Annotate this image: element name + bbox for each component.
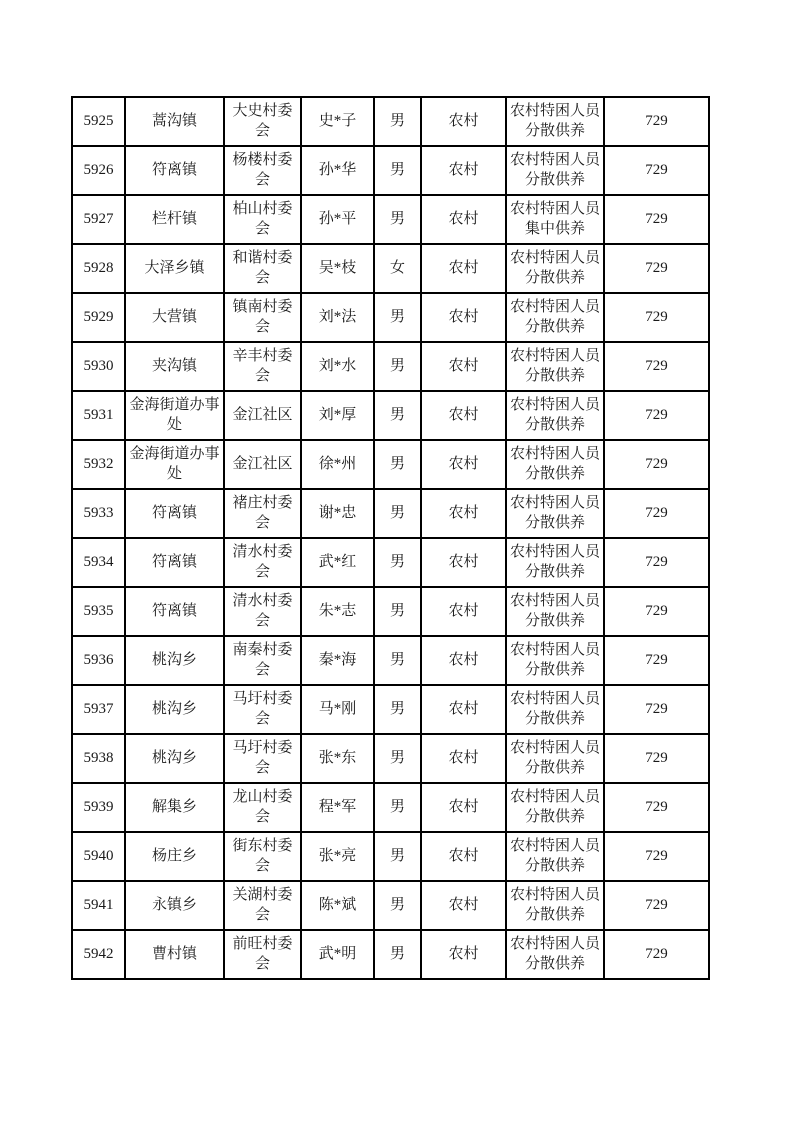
cell-town: 符离镇 [125, 538, 224, 587]
cell-support-category: 农村特困人员分散供养 [506, 342, 604, 391]
cell-masked-name: 吴*枝 [301, 244, 374, 293]
cell-masked-name: 马*刚 [301, 685, 374, 734]
cell-village-committee: 褚庄村委会 [224, 489, 301, 538]
cell-masked-name: 张*东 [301, 734, 374, 783]
cell-seq-number: 5926 [72, 146, 125, 195]
cell-village-committee: 关湖村委会 [224, 881, 301, 930]
cell-seq-number: 5927 [72, 195, 125, 244]
cell-seq-number: 5934 [72, 538, 125, 587]
table-row [72, 489, 709, 538]
cell-amount: 729 [604, 146, 709, 195]
cell-town: 金海街道办事处 [125, 391, 224, 440]
cell-amount: 729 [604, 293, 709, 342]
table-row [72, 342, 709, 391]
table-row [72, 391, 709, 440]
cell-area-type: 农村 [421, 685, 506, 734]
cell-town: 金海街道办事处 [125, 440, 224, 489]
table-row [72, 97, 709, 146]
cell-village-committee: 龙山村委会 [224, 783, 301, 832]
cell-masked-name: 徐*州 [301, 440, 374, 489]
cell-seq-number: 5942 [72, 930, 125, 979]
cell-town: 解集乡 [125, 783, 224, 832]
table-body [72, 97, 709, 979]
table-row [72, 881, 709, 930]
cell-support-category: 农村特困人员集中供养 [506, 195, 604, 244]
cell-support-category: 农村特困人员分散供养 [506, 489, 604, 538]
cell-seq-number: 5925 [72, 97, 125, 146]
cell-town: 杨庄乡 [125, 832, 224, 881]
cell-seq-number: 5936 [72, 636, 125, 685]
cell-village-committee: 清水村委会 [224, 587, 301, 636]
cell-gender: 男 [374, 734, 421, 783]
cell-masked-name: 朱*志 [301, 587, 374, 636]
subsidy-table [71, 96, 710, 980]
cell-area-type: 农村 [421, 587, 506, 636]
cell-gender: 男 [374, 783, 421, 832]
cell-village-committee: 金江社区 [224, 440, 301, 489]
cell-masked-name: 史*子 [301, 97, 374, 146]
cell-town: 符离镇 [125, 146, 224, 195]
cell-support-category: 农村特困人员分散供养 [506, 97, 604, 146]
cell-gender: 男 [374, 342, 421, 391]
cell-amount: 729 [604, 685, 709, 734]
cell-support-category: 农村特困人员分散供养 [506, 881, 604, 930]
cell-gender: 男 [374, 685, 421, 734]
cell-masked-name: 孙*华 [301, 146, 374, 195]
cell-area-type: 农村 [421, 97, 506, 146]
cell-area-type: 农村 [421, 832, 506, 881]
cell-village-committee: 和谐村委会 [224, 244, 301, 293]
cell-support-category: 农村特困人员分散供养 [506, 587, 604, 636]
cell-masked-name: 谢*忠 [301, 489, 374, 538]
cell-amount: 729 [604, 391, 709, 440]
cell-amount: 729 [604, 734, 709, 783]
table-row [72, 440, 709, 489]
cell-area-type: 农村 [421, 783, 506, 832]
cell-amount: 729 [604, 489, 709, 538]
cell-town: 大营镇 [125, 293, 224, 342]
cell-masked-name: 孙*平 [301, 195, 374, 244]
cell-seq-number: 5940 [72, 832, 125, 881]
cell-town: 栏杆镇 [125, 195, 224, 244]
table-row [72, 685, 709, 734]
cell-amount: 729 [604, 97, 709, 146]
cell-area-type: 农村 [421, 293, 506, 342]
cell-masked-name: 刘*法 [301, 293, 374, 342]
cell-village-committee: 辛丰村委会 [224, 342, 301, 391]
cell-area-type: 农村 [421, 195, 506, 244]
cell-area-type: 农村 [421, 489, 506, 538]
cell-support-category: 农村特困人员分散供养 [506, 636, 604, 685]
cell-area-type: 农村 [421, 881, 506, 930]
cell-gender: 男 [374, 489, 421, 538]
cell-town: 符离镇 [125, 489, 224, 538]
cell-masked-name: 刘*厚 [301, 391, 374, 440]
table-row [72, 734, 709, 783]
cell-amount: 729 [604, 881, 709, 930]
cell-gender: 男 [374, 538, 421, 587]
cell-area-type: 农村 [421, 146, 506, 195]
cell-support-category: 农村特困人员分散供养 [506, 391, 604, 440]
table-row [72, 783, 709, 832]
cell-amount: 729 [604, 195, 709, 244]
cell-gender: 男 [374, 391, 421, 440]
cell-town: 夹沟镇 [125, 342, 224, 391]
cell-village-committee: 街东村委会 [224, 832, 301, 881]
cell-amount: 729 [604, 930, 709, 979]
cell-village-committee: 马圩村委会 [224, 685, 301, 734]
cell-amount: 729 [604, 440, 709, 489]
cell-area-type: 农村 [421, 440, 506, 489]
cell-seq-number: 5933 [72, 489, 125, 538]
cell-amount: 729 [604, 832, 709, 881]
cell-area-type: 农村 [421, 734, 506, 783]
cell-gender: 男 [374, 832, 421, 881]
cell-support-category: 农村特困人员分散供养 [506, 734, 604, 783]
cell-town: 符离镇 [125, 587, 224, 636]
cell-village-committee: 前旺村委会 [224, 930, 301, 979]
cell-support-category: 农村特困人员分散供养 [506, 930, 604, 979]
cell-gender: 男 [374, 97, 421, 146]
cell-masked-name: 刘*水 [301, 342, 374, 391]
cell-masked-name: 武*明 [301, 930, 374, 979]
cell-amount: 729 [604, 342, 709, 391]
cell-support-category: 农村特困人员分散供养 [506, 685, 604, 734]
cell-town: 永镇乡 [125, 881, 224, 930]
cell-seq-number: 5930 [72, 342, 125, 391]
cell-town: 桃沟乡 [125, 734, 224, 783]
cell-village-committee: 大史村委会 [224, 97, 301, 146]
cell-gender: 男 [374, 930, 421, 979]
cell-seq-number: 5932 [72, 440, 125, 489]
cell-amount: 729 [604, 587, 709, 636]
cell-seq-number: 5939 [72, 783, 125, 832]
cell-area-type: 农村 [421, 244, 506, 293]
cell-support-category: 农村特困人员分散供养 [506, 832, 604, 881]
cell-amount: 729 [604, 538, 709, 587]
cell-support-category: 农村特困人员分散供养 [506, 293, 604, 342]
cell-support-category: 农村特困人员分散供养 [506, 244, 604, 293]
cell-support-category: 农村特困人员分散供养 [506, 538, 604, 587]
cell-gender: 男 [374, 146, 421, 195]
cell-seq-number: 5935 [72, 587, 125, 636]
cell-village-committee: 马圩村委会 [224, 734, 301, 783]
cell-masked-name: 武*红 [301, 538, 374, 587]
table-row [72, 244, 709, 293]
cell-masked-name: 张*亮 [301, 832, 374, 881]
cell-gender: 女 [374, 244, 421, 293]
cell-area-type: 农村 [421, 636, 506, 685]
cell-masked-name: 秦*海 [301, 636, 374, 685]
cell-gender: 男 [374, 195, 421, 244]
cell-seq-number: 5931 [72, 391, 125, 440]
cell-area-type: 农村 [421, 538, 506, 587]
cell-masked-name: 程*军 [301, 783, 374, 832]
cell-seq-number: 5937 [72, 685, 125, 734]
table-row [72, 293, 709, 342]
cell-gender: 男 [374, 293, 421, 342]
cell-gender: 男 [374, 440, 421, 489]
cell-seq-number: 5938 [72, 734, 125, 783]
cell-support-category: 农村特困人员分散供养 [506, 440, 604, 489]
cell-town: 桃沟乡 [125, 636, 224, 685]
cell-village-committee: 金江社区 [224, 391, 301, 440]
cell-village-committee: 杨楼村委会 [224, 146, 301, 195]
cell-town: 曹村镇 [125, 930, 224, 979]
cell-support-category: 农村特困人员分散供养 [506, 783, 604, 832]
cell-area-type: 农村 [421, 930, 506, 979]
cell-town: 蒿沟镇 [125, 97, 224, 146]
table-row [72, 636, 709, 685]
table-row [72, 538, 709, 587]
cell-town: 桃沟乡 [125, 685, 224, 734]
cell-village-committee: 清水村委会 [224, 538, 301, 587]
cell-area-type: 农村 [421, 391, 506, 440]
cell-amount: 729 [604, 783, 709, 832]
cell-masked-name: 陈*斌 [301, 881, 374, 930]
cell-seq-number: 5929 [72, 293, 125, 342]
table-row [72, 146, 709, 195]
cell-village-committee: 南秦村委会 [224, 636, 301, 685]
table-row [72, 832, 709, 881]
cell-gender: 男 [374, 636, 421, 685]
cell-gender: 男 [374, 881, 421, 930]
cell-gender: 男 [374, 587, 421, 636]
table-row [72, 195, 709, 244]
cell-amount: 729 [604, 244, 709, 293]
cell-village-committee: 镇南村委会 [224, 293, 301, 342]
cell-seq-number: 5941 [72, 881, 125, 930]
table-row [72, 930, 709, 979]
cell-town: 大泽乡镇 [125, 244, 224, 293]
cell-support-category: 农村特困人员分散供养 [506, 146, 604, 195]
cell-amount: 729 [604, 636, 709, 685]
cell-area-type: 农村 [421, 342, 506, 391]
cell-seq-number: 5928 [72, 244, 125, 293]
cell-village-committee: 柏山村委会 [224, 195, 301, 244]
table-row [72, 587, 709, 636]
